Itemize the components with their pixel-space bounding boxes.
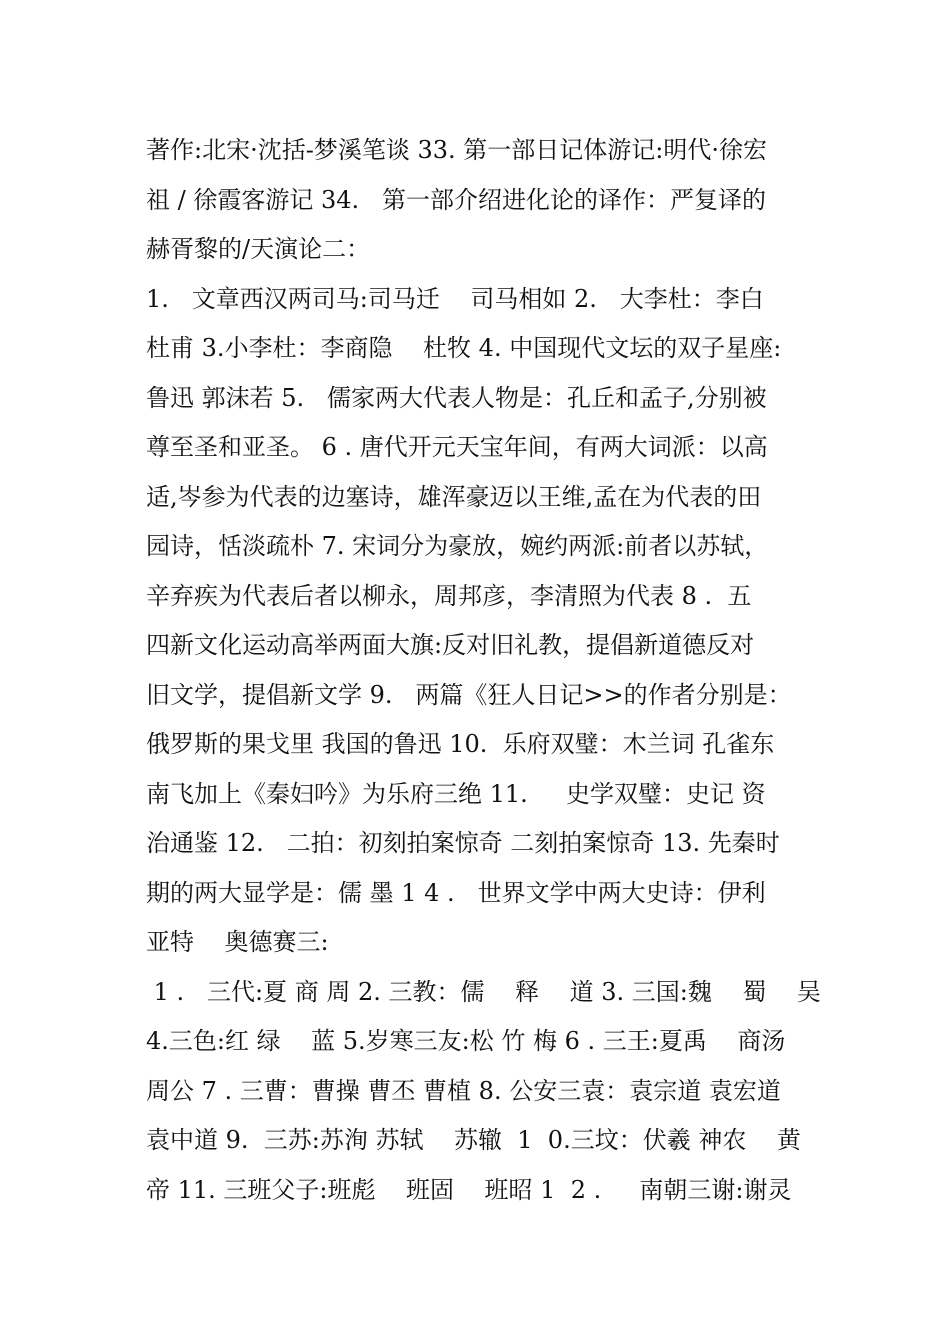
- text-line: 周公 7 . 三曹：曹操 曹丕 曹植 8. 公安三袁：袁宗道 袁宏道: [146, 1076, 781, 1105]
- text-line: 袁中道 9. 三苏:苏洵 苏轼 苏辙 1 0.三坟：伏羲 神农 黄: [146, 1126, 801, 1154]
- text-line: 亚特 奥德赛三:: [146, 928, 329, 956]
- text-line: 杜甫 3.小李杜：李商隐 杜牧 4. 中国现代文坛的双子星座:: [146, 334, 782, 362]
- text-line: 著作:北宋·沈括-梦溪笔谈 33. 第一部日记体游记:明代·徐宏: [146, 136, 767, 164]
- text-line: 尊至圣和亚圣。 6 . 唐代开元天宝年间，有两大词派：以高: [146, 433, 768, 461]
- text-line: 鲁迅 郭沫若 5. 儒家两大代表人物是：孔丘和孟子,分别被: [146, 383, 767, 412]
- body-text: [146, 126, 821, 1215]
- text-line: 1. 文章西汉两司马:司马迁 司马相如 2. 大李杜：李白: [146, 284, 764, 313]
- text-line: 旧文学，提倡新文学 9. 两篇《狂人日记>>的作者分别是：: [146, 680, 792, 709]
- text-line: 俄罗斯的果戈里 我国的鲁迅 10. 乐府双璧：木兰词 孔雀东: [146, 730, 775, 758]
- text-line: 祖 / 徐霞客游记 34. 第一部介绍进化论的译作：严复译的: [146, 185, 767, 214]
- text-line: 期的两大显学是：儒 墨 1 4 . 世界文学中两大史诗：伊利: [146, 878, 766, 907]
- text-line: 赫胥黎的/天演论二：: [146, 235, 371, 263]
- text-line: 治通鉴 12. 二拍：初刻拍案惊奇 二刻拍案惊奇 13. 先秦时: [146, 829, 780, 857]
- text-line: 辛弃疾为代表后者以柳永，周邦彦，李清照为代表 8 . 五: [146, 581, 752, 610]
- text-line: 4.三色:红 绿 蓝 5.岁寒三友:松 竹 梅 6 . 三王:夏禹 商汤: [146, 1027, 786, 1055]
- text-line: 1 . 三代:夏 商 周 2. 三教：儒 释 道 3. 三国:魏 蜀 吴: [146, 977, 821, 1006]
- text-line: 适,岑参为代表的边塞诗，雄浑豪迈以王维,孟在为代表的田: [146, 482, 762, 511]
- text-line: 园诗，恬淡疏朴 7. 宋词分为豪放，婉约两派:前者以苏轼，: [146, 532, 769, 560]
- text-line: 帝 11. 三班父子:班彪 班固 班昭 1 2 . 南朝三谢:谢灵: [146, 1175, 792, 1204]
- text-line: 四新文化运动高举两面大旗:反对旧礼教，提倡新道德反对: [146, 631, 755, 659]
- text-line: 南飞加上《秦妇吟》为乐府三绝 11. 史学双璧：史记 资: [146, 779, 766, 808]
